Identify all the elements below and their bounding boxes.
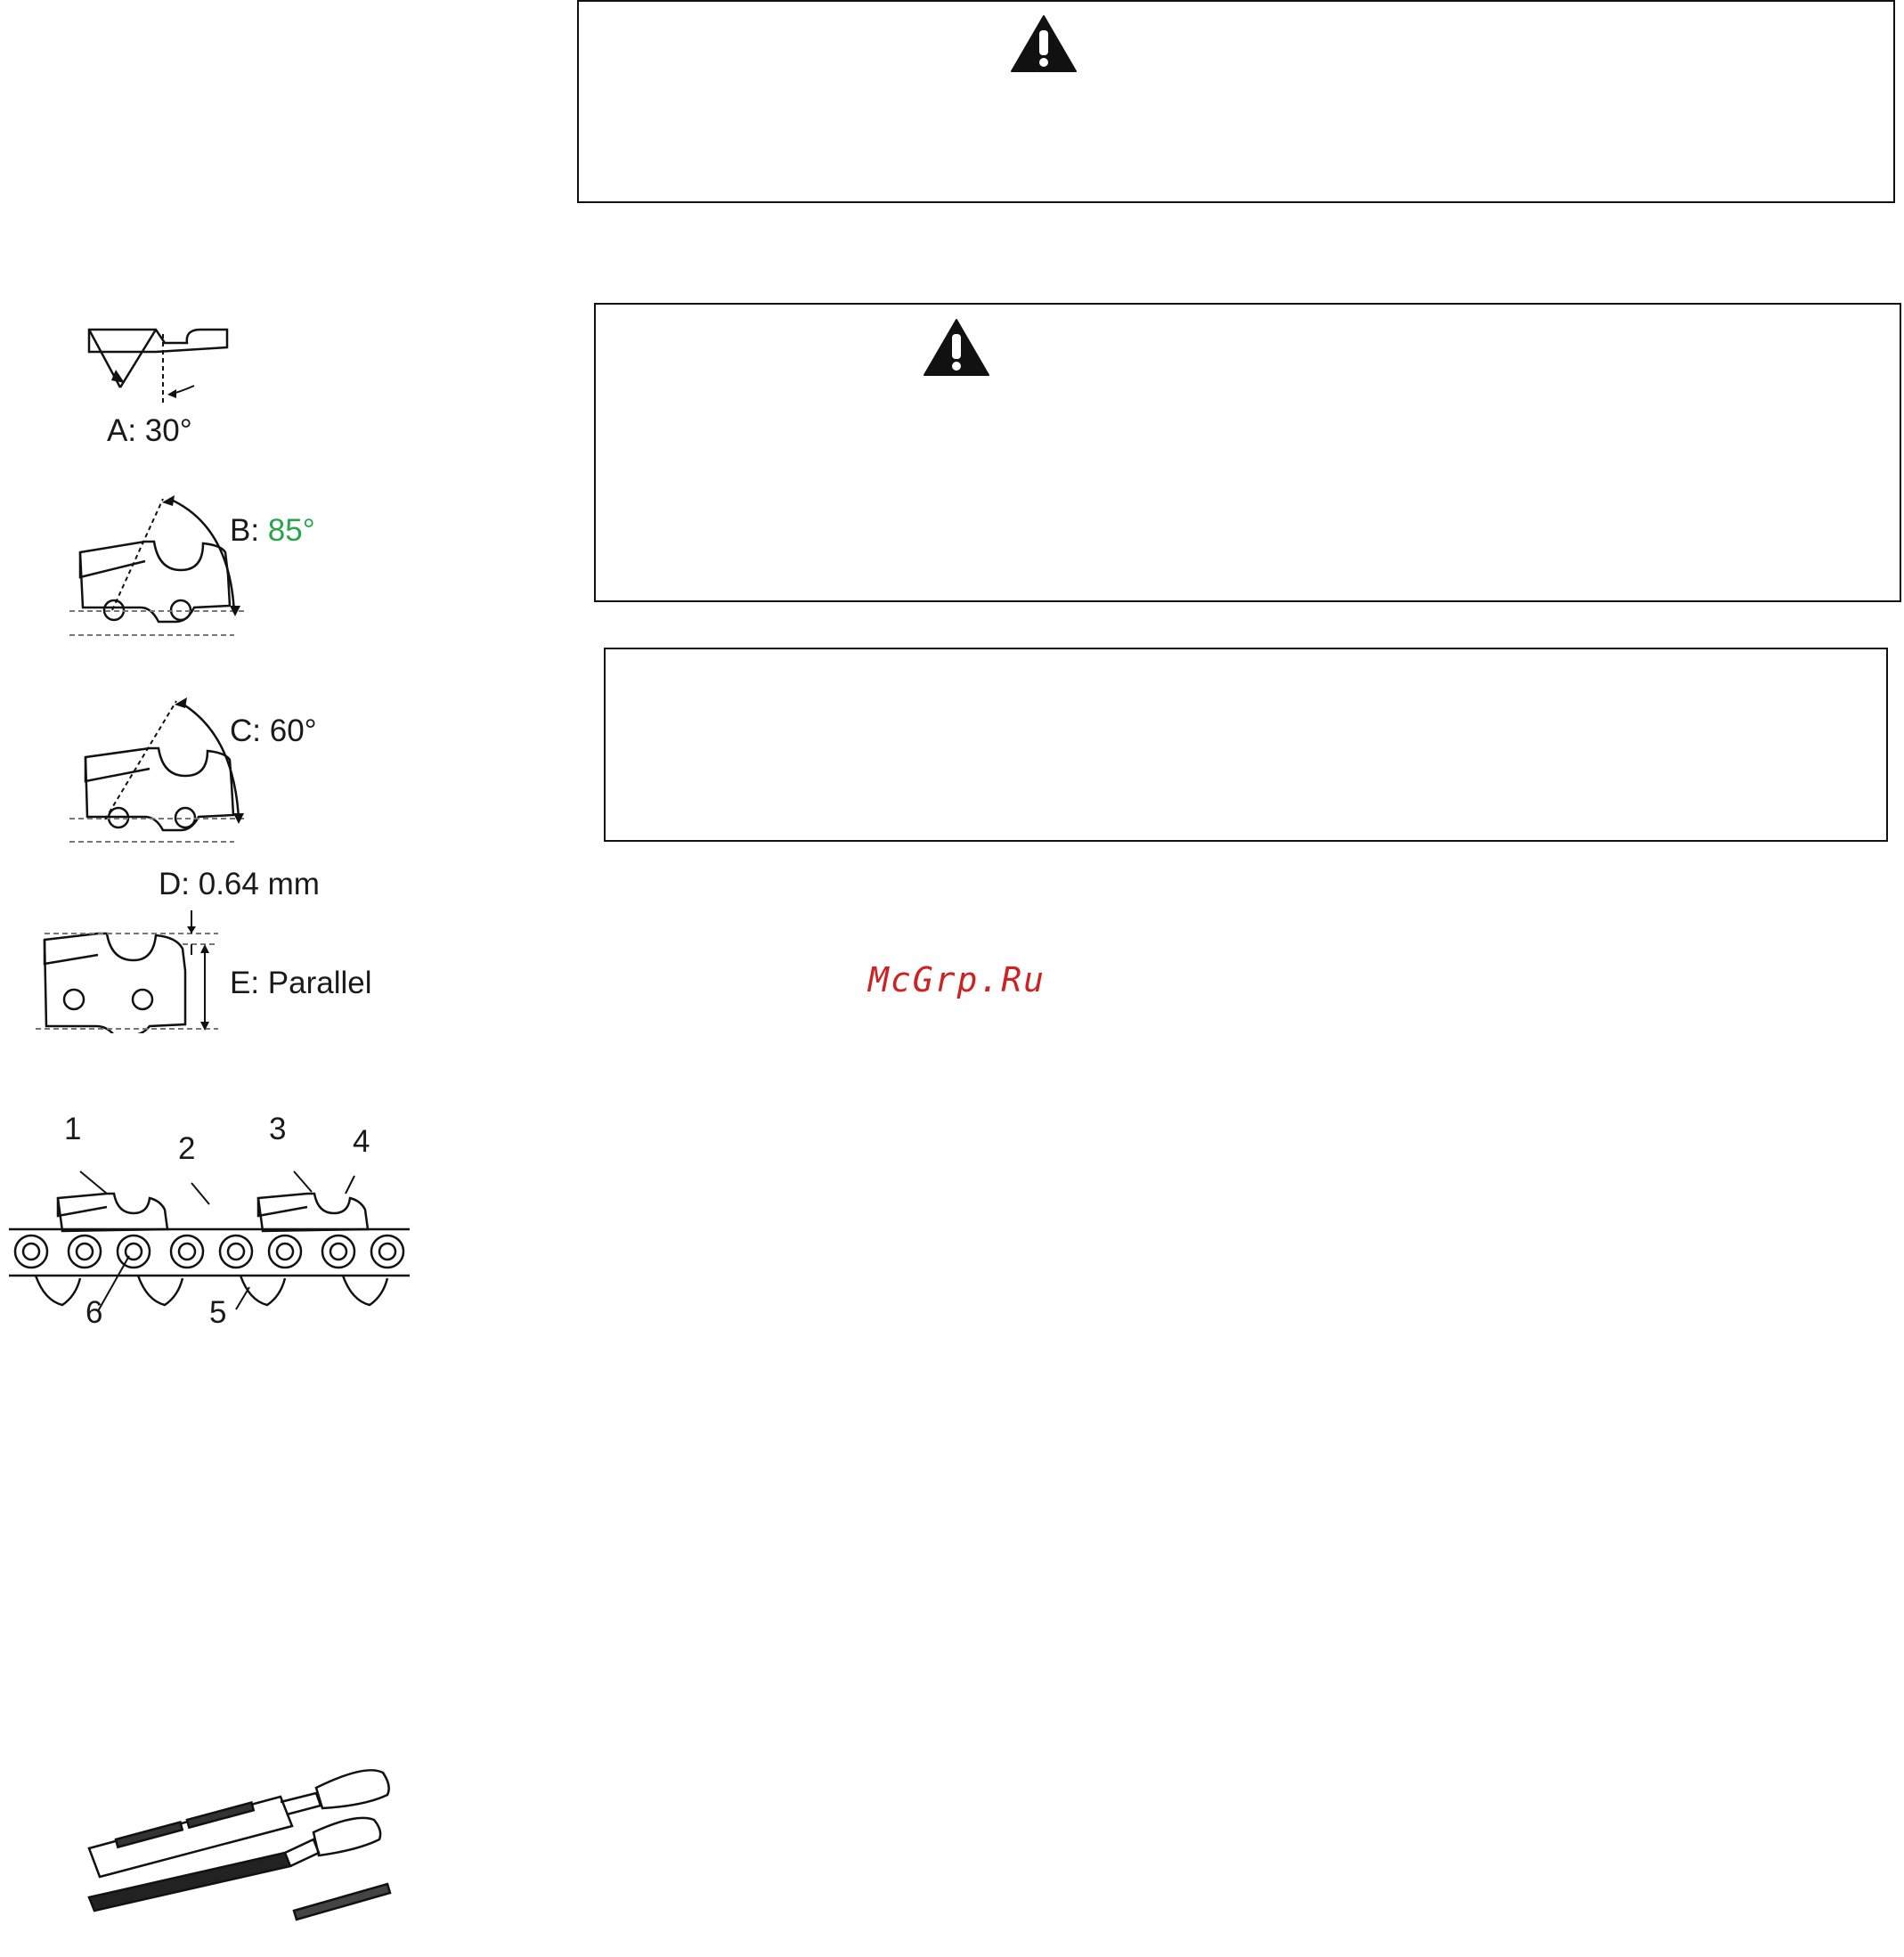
chain-part-1: 1 xyxy=(64,1112,82,1146)
label-angle-c: C: 60° xyxy=(230,713,317,748)
warning-triangle-icon xyxy=(1010,14,1078,73)
notice-box xyxy=(604,648,1888,842)
chain-part-6: 6 xyxy=(85,1295,103,1330)
warning-box-2 xyxy=(594,303,1901,602)
label-angle-b-prefix: B: xyxy=(230,513,268,548)
label-angle-b xyxy=(230,515,315,546)
watermark: McGrp.Ru xyxy=(868,960,1046,999)
figure-depth-gauge xyxy=(36,900,232,1033)
label-parallel-e: E: Parallel xyxy=(230,966,372,1000)
chain-part-5: 5 xyxy=(209,1295,227,1330)
figure-angle-b xyxy=(69,490,248,641)
label-angle-b-value: 85° xyxy=(267,513,315,548)
label-depth-d: D: 0.64 mm xyxy=(159,867,320,901)
chain-part-4: 4 xyxy=(353,1124,370,1159)
warning-triangle-icon xyxy=(923,318,990,377)
figure-file-tools xyxy=(80,1724,401,1928)
figure-angle-c xyxy=(69,690,248,846)
chain-part-2: 2 xyxy=(178,1131,196,1166)
chain-part-3: 3 xyxy=(269,1112,287,1146)
figure-angle-a xyxy=(80,316,240,414)
warning-box-1 xyxy=(577,0,1895,203)
label-angle-a: A: 30° xyxy=(107,413,192,448)
